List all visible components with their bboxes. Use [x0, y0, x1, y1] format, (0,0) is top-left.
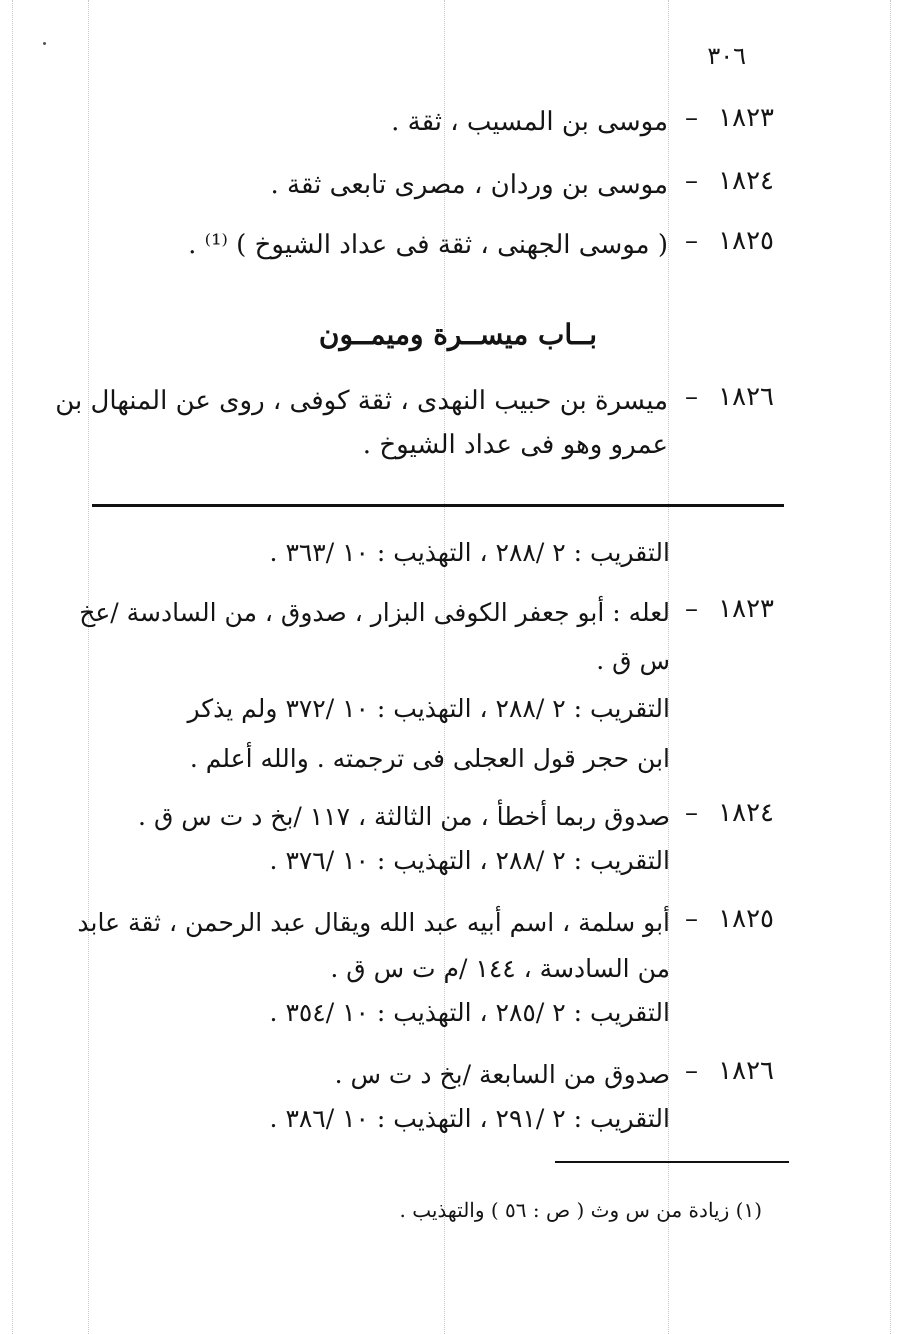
scan-artifact-line — [12, 0, 13, 1334]
note-number: ١٨٢٦ — [718, 1056, 774, 1086]
entry-number: ١٨٢٣ — [718, 103, 774, 133]
entry-text: ( موسى الجهنى ، ثقة فى عداد الشيوخ ) ⁽¹⁾ . — [188, 230, 668, 260]
note-line: ابن حجر قول العجلى فى ترجمته . والله أعلم . — [189, 744, 670, 773]
note-dash: – — [685, 1056, 698, 1086]
note-dash: – — [685, 798, 698, 828]
note-line: التقريب : ٢ /٢٨٨ ، التهذيب : ١٠ /٣٧٢ ولم يذكر — [187, 694, 670, 723]
entry-number: ١٨٢٦ — [718, 382, 774, 412]
page-number: ٣٠٦ — [707, 42, 746, 70]
note-line: التقريب : ٢ /٢٩١ ، التهذيب : ١٠ /٣٨٦ . — [269, 1104, 670, 1133]
note-line: أبو سلمة ، اسم أبيه عبد الله ويقال عبد الرحمن ، ثقة عابد — [77, 908, 670, 937]
note-number: ١٨٢٣ — [718, 594, 774, 624]
entry-dash: – — [685, 226, 698, 256]
note-line: التقريب : ٢ /٢٨٨ ، التهذيب : ١٠ /٣٧٦ . — [269, 846, 670, 875]
entry-dash: – — [685, 103, 698, 133]
footnote: (١) زيادة من س وث ( ص : ٥٦ ) والتهذيب . — [399, 1198, 762, 1222]
scan-artifact-line — [890, 0, 891, 1334]
note-intro: التقريب : ٢ /٢٨٨ ، التهذيب : ١٠ /٣٦٣ . — [269, 538, 670, 567]
note-dash: – — [685, 594, 698, 624]
entry-number: ١٨٢٤ — [718, 166, 774, 196]
entry-text: موسى بن المسيب ، ثقة . — [391, 107, 668, 137]
note-line: من السادسة ، ١٤٤ /م ت س ق . — [330, 954, 670, 983]
note-line: صدوق من السابعة /بخ د ت س . — [334, 1060, 670, 1089]
entry-text-line: ميسرة بن حبيب النهدى ، ثقة كوفى ، روى عن المنهال بن — [55, 386, 668, 416]
note-line: التقريب : ٢ /٢٨٥ ، التهذيب : ١٠ /٣٥٤ . — [269, 998, 670, 1027]
scan-speck — [43, 42, 46, 45]
note-number: ١٨٢٤ — [718, 798, 774, 828]
entry-dash: – — [685, 382, 698, 412]
note-line: لعله : أبو جعفر الكوفى البزار ، صدوق ، من السادسة /عخ — [79, 598, 670, 627]
scan-artifact-line — [88, 0, 89, 1334]
entry-number: ١٨٢٥ — [718, 226, 774, 256]
note-line: صدوق ربما أخطأ ، من الثالثة ، ١١٧ /بخ د ت س ق . — [138, 802, 670, 831]
scan-artifact-line — [444, 0, 445, 1334]
footnote-separator — [555, 1161, 789, 1163]
entry-text-line: عمرو وهو فى عداد الشيوخ . — [362, 430, 668, 460]
entry-text: موسى بن وردان ، مصرى تابعى ثقة . — [270, 170, 668, 200]
section-heading: بــاب ميســرة وميمــون — [318, 318, 598, 351]
note-dash: – — [685, 904, 698, 934]
note-number: ١٨٢٥ — [718, 904, 774, 934]
entry-dash: – — [685, 166, 698, 196]
note-line: س ق . — [596, 646, 670, 675]
notes-separator — [92, 504, 784, 507]
